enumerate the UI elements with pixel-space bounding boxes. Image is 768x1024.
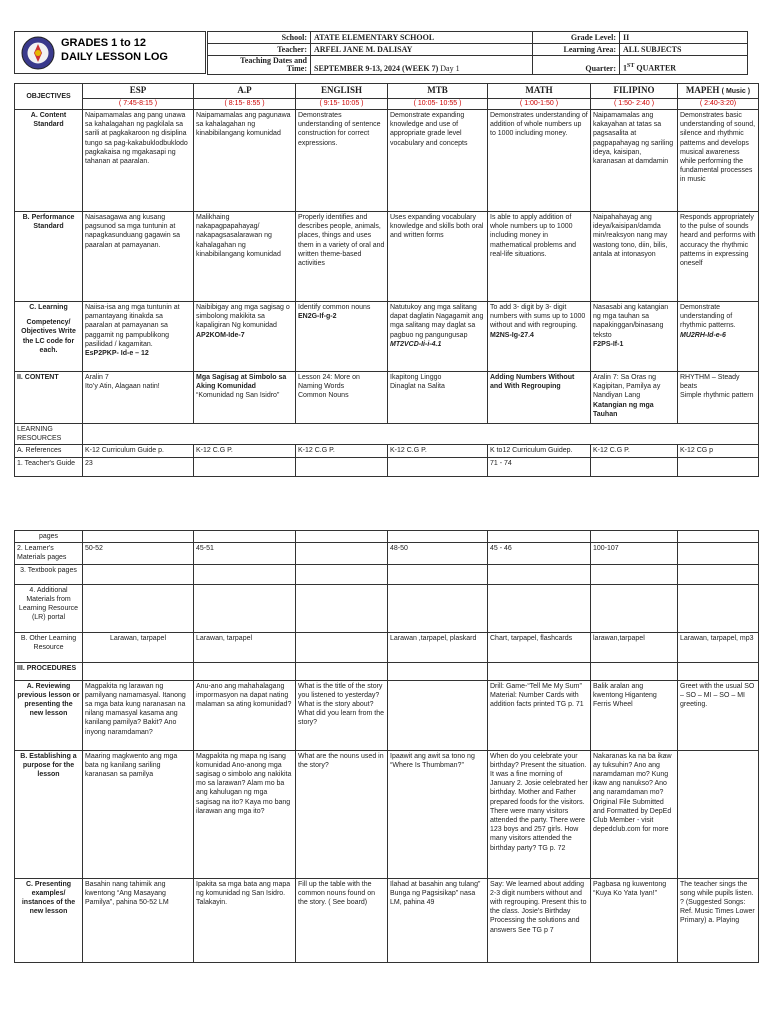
- reviewing-cell: Magpakita ng larawan ng pamilyang namamasyal. Itanong sa mga bata kung naranasan na nilang mamasyal kasama ang kanilang pamilya? Bakit? Ano inyong naramdaman?: [83, 680, 194, 750]
- content-label: II. CONTENT: [15, 372, 83, 424]
- learning-resources-row: [15, 424, 759, 445]
- learning-competency-cell: [591, 302, 678, 372]
- empty-cell: [488, 564, 591, 584]
- presenting-cell: Say: We learned about adding 2-3 digit numbers without and with regrouping. Present this to the class. Josie’s Birthday Processing the solutions and answers See TG p 7: [488, 878, 591, 962]
- subject-esp: ESP: [83, 84, 194, 99]
- reference-cell: K-12 C.G P.: [388, 445, 488, 457]
- other-resources-cell: Chart, tarpapel, flashcards: [488, 632, 591, 662]
- presenting-cell: Basahin nang tahimik ang kwentong “Ang Masayang Pamilya”, pahina 50-52 LM: [83, 878, 194, 962]
- competency-code: F2PS-If-1: [593, 340, 624, 348]
- other-resources-label: B. Other Learning Resource: [15, 632, 83, 662]
- empty-cell: [83, 662, 194, 680]
- content-cell: [388, 372, 488, 424]
- learning-competency-cell: [488, 302, 591, 372]
- content-line-2: Ito’y Atin, Alagaan natin!: [85, 383, 160, 391]
- learners-materials-cell: 100-107: [591, 543, 678, 564]
- textbook-label: 3. Textbook pages: [15, 564, 83, 584]
- content-line-1: Lesson 24: More on Naming Words: [298, 374, 360, 391]
- procedures-label: III. PROCEDURES: [15, 662, 83, 680]
- subject-math: MATH: [488, 84, 591, 99]
- learning-competency-row: [15, 302, 759, 372]
- reviewing-label: A. Reviewing previous lesson or presenting the new lesson: [15, 680, 83, 750]
- content-standard-cell: Naipamamalas ang kakayahan at tatas sa pagsasalita at pagpapahayag ng sariling ideya, kaisipan, karanasan at damdamin: [591, 110, 678, 212]
- teacher-value: ARFEL JANE M. DALISAY: [311, 44, 533, 56]
- dates-text: SEPTEMBER 9-13, 2024 (WEEK 7): [314, 64, 439, 73]
- performance-standard-cell: Properly identifies and describes people, animals, places, things and uses them in a variety of oral and written theme-based activities: [296, 212, 388, 302]
- subject-mapeh-sub: ( Music ): [721, 88, 751, 95]
- establishing-cell: Magpakita ng mapa ng isang komunidad Ano-anong mga sagisag o simbolo ang nakikita mo sa larawan? Alam mo ba ang kahulugan ng mga sagisag na ito? Kaya mo bang ilarawan ang mga ito?: [194, 750, 296, 878]
- time-math: ( 1:00-1:50 ): [488, 99, 591, 110]
- empty-cell: [194, 564, 296, 584]
- performance-standard-row: [15, 212, 759, 302]
- learning-resources-label: LEARNING RESOURCES: [15, 424, 83, 445]
- reference-cell: K-12 C.G P.: [194, 445, 296, 457]
- competency-code: MU2RH-Id-e-6: [680, 331, 726, 339]
- teachers-guide-cell: [194, 457, 296, 476]
- content-cell: [83, 372, 194, 424]
- performance-standard-label: B. Performance Standard: [15, 212, 83, 302]
- time-english: ( 9:15- 10:05 ): [296, 99, 388, 110]
- subject-header-row: [15, 84, 759, 99]
- performance-standard-cell: Naipahahayag ang ideya/kaisipan/damda min/reaksyon nang may wastong tono, diin, bilis, antala at intonasyon: [591, 212, 678, 302]
- dates-label: [208, 56, 311, 75]
- content-standard-cell: Naipamamalas ang pagunawa sa kahalagahan ng kinabibilangang komunidad: [194, 110, 296, 212]
- learning-competency-label: [15, 302, 83, 372]
- content-standard-cell: Naipamamalas ang pang unawa sa kahalagahan ng pagkilala sa sarili at pagkakaroon ng disiplina tungo sa pag-kakabuklodbuklodo pagkakaisa ng mgakasapi ng tahanan at paaralan.: [83, 110, 194, 212]
- subject-mtb: MTB: [388, 84, 488, 99]
- reference-cell: K-12 Curriculum Guide p.: [83, 445, 194, 457]
- content-line-2: “Komunidad ng San Isidro”: [196, 392, 280, 400]
- teachers-guide-cell: 23: [83, 457, 194, 476]
- subject-filipino: FILIPINO: [591, 84, 678, 99]
- other-resources-cell: [296, 632, 388, 662]
- textbook-row: [15, 564, 759, 584]
- teachers-guide-cell: [388, 457, 488, 476]
- quarter-label: Quarter:: [533, 56, 620, 75]
- presenting-label: C. Presenting examples/ instances of the new lesson: [15, 878, 83, 962]
- reviewing-cell: [388, 680, 488, 750]
- learning-competency-cell: [296, 302, 388, 372]
- empty-cell: [591, 531, 678, 543]
- content-row: [15, 372, 759, 424]
- empty-cell: [296, 584, 388, 632]
- additional-materials-row: [15, 584, 759, 632]
- learners-materials-cell: [296, 543, 388, 564]
- empty-cell: [678, 584, 759, 632]
- objectives-header: OBJECTIVES: [15, 84, 83, 110]
- learning-competency-label-1: C. Learning: [29, 304, 68, 311]
- area-label: Learning Area:: [533, 44, 620, 56]
- reviewing-cell: What is the title of the story you listened to yesterday? What is the story about? What did you learn from the story?: [296, 680, 388, 750]
- competency-text: Naibibigay ang mga sagisag o simbolong makikita sa kapaligiran Ng komunidad: [196, 304, 290, 330]
- reviewing-cell: Anu-ano ang mahahalagang impormasyon na dapat nating malaman sa ating komunidad?: [194, 680, 296, 750]
- lesson-table-bottom: [14, 530, 759, 963]
- establishing-cell: Ipaawit ang awit sa tono ng “Where Is Thumbman?”: [388, 750, 488, 878]
- additional-materials-label: 4. Additional Materials from Learning Resource (LR) portal: [15, 584, 83, 632]
- empty-cell: [83, 531, 194, 543]
- empty-cell: [388, 564, 488, 584]
- subject-english: ENGLISH: [296, 84, 388, 99]
- subject-mapeh: [678, 84, 759, 99]
- references-label: A. References: [15, 445, 83, 457]
- competency-text: Nasasabi ang katangian ng mga tauhan sa napakinggan/binasang teksto: [593, 304, 669, 339]
- learners-materials-row: [15, 543, 759, 564]
- empty-cell: [388, 531, 488, 543]
- content-cell: [678, 372, 759, 424]
- establishing-cell: Maaring magkwento ang mga bata ng kanilang sariling karanasan sa pamilya: [83, 750, 194, 878]
- establishing-label: B. Establishing a purpose for the lesson: [15, 750, 83, 878]
- other-resources-cell: Larawan, tarpapel: [83, 632, 194, 662]
- presenting-cell: The teacher sings the song while pupils listen. ? (Suggested Songs: Ref. Music Times Lower Primary) a. Playing: [678, 878, 759, 962]
- quarter-value: [620, 56, 748, 75]
- deped-seal-icon: [21, 36, 55, 70]
- pages-continued-row: [15, 531, 759, 543]
- establishing-cell: [678, 750, 759, 878]
- reference-cell: K to12 Curriculum Guidep.: [488, 445, 591, 457]
- content-line-1: Aralin 7: [85, 374, 109, 381]
- teachers-guide-label: 1. Teacher's Guide: [15, 457, 83, 476]
- school-value: ATATE ELEMENTARY SCHOOL: [311, 32, 533, 44]
- teachers-guide-cell: [591, 457, 678, 476]
- establishing-cell: Nakaranas ka na ba ikaw ay tuksuhin? Ano ang naramdaman mo? Kung ikaw ang nanukso? Ano ang naramdaman mo? Original File Submitted and Formatted by DepEd Club Member - visit depedclub.com for more: [591, 750, 678, 878]
- content-cell: [194, 372, 296, 424]
- content-line-1: RHYTHM – Steady beats: [680, 374, 740, 391]
- content-line-1: Adding Numbers Without and With Regrouping: [490, 374, 575, 391]
- empty-cell: [591, 584, 678, 632]
- empty-cell: [296, 564, 388, 584]
- competency-text: Natutukoy ang mga salitang dapat daglatin Nagagamit ang mga salitang may daglat sa pagbuo ng pangungusap: [390, 304, 484, 339]
- empty-cell: [488, 662, 591, 680]
- presenting-cell: Pagbasa ng kuwentong “Kuya Ko Yata Iyan!”: [591, 878, 678, 962]
- presenting-cell: Fill up the table with the common nouns found on the story. ( See board): [296, 878, 388, 962]
- content-standard-cell: Demonstrates understanding of sentence construction for correct expressions.: [296, 110, 388, 212]
- empty-cell: [488, 531, 591, 543]
- other-resources-row: [15, 632, 759, 662]
- empty-cell: [591, 662, 678, 680]
- establishing-cell: What are the nouns used in the story?: [296, 750, 388, 878]
- empty-cell: [678, 564, 759, 584]
- empty-cell: [296, 531, 388, 543]
- presenting-cell: Ilahad at basahin ang tulang” Bunga ng Pagsisikap” nasa LM, pahina 49: [388, 878, 488, 962]
- competency-text: To add 3- digit by 3- digit numbers with sums up to 1000 without and with regrouping.: [490, 304, 586, 330]
- learners-materials-cell: 50-52: [83, 543, 194, 564]
- quarter-text: QUARTER: [636, 64, 677, 73]
- empty-cell: [678, 531, 759, 543]
- grade-label: Grade Level:: [533, 32, 620, 44]
- competency-code: AP2KOM-Ide-7: [196, 331, 245, 339]
- empty-cell: [388, 662, 488, 680]
- establishing-row: [15, 750, 759, 878]
- grade-value: II: [620, 32, 748, 44]
- subject-ap: A.P: [194, 84, 296, 99]
- reviewing-row: [15, 680, 759, 750]
- subject-mapeh-name: MAPEH: [685, 85, 720, 95]
- header-info-table: [207, 31, 748, 75]
- teacher-label: Teacher:: [208, 44, 311, 56]
- content-line-1: Aralin 7: Sa Oras ng Kagipitan, Pamilya ay Nandiyan Lang: [593, 374, 661, 400]
- content-line-2: Katangian ng mga Tauhan: [593, 401, 654, 418]
- competency-code: M2NS-Ig-27.4: [490, 331, 534, 339]
- content-line-2: Common Nouns: [298, 392, 349, 400]
- title-line-1: GRADES 1 to 12: [61, 37, 146, 49]
- content-cell: [591, 372, 678, 424]
- teachers-guide-cell: 71 - 74: [488, 457, 591, 476]
- learners-materials-cell: [678, 543, 759, 564]
- area-value: ALL SUBJECTS: [620, 44, 748, 56]
- other-resources-cell: Larawan, tarpapel, mp3: [678, 632, 759, 662]
- content-standard-label: A. Content Standard: [15, 110, 83, 212]
- establishing-cell: When do you celebrate your birthday? Present the situation. It was a fine morning of January 2. Josie celebrated her birthday. Mother and Father prepared foods for the visitors. There were many visitors attended the party. There were 123 boys and 257 girls. How many visitors attended the birthday party? TG p. 72: [488, 750, 591, 878]
- performance-standard-cell: Uses expanding vocabulary knowledge and skills both oral and written forms: [388, 212, 488, 302]
- content-standard-cell: Demonstrate expanding knowledge and use of appropriate grade level vocabulary and concepts: [388, 110, 488, 212]
- other-resources-cell: Larawan ,tarpapel, plaskard: [388, 632, 488, 662]
- competency-text: Demonstrate understanding of rhythmic patterns.: [680, 304, 736, 330]
- teachers-guide-cell: [296, 457, 388, 476]
- reference-cell: K-12 C.G P.: [296, 445, 388, 457]
- reviewing-cell: Drill: Game-“Tell Me My Sum” Material: Number Cards with addition facts printed TG p. 71: [488, 680, 591, 750]
- empty-cell: [83, 564, 194, 584]
- learners-materials-label: 2. Learner's Materials pages: [15, 543, 83, 564]
- document-title: [61, 36, 168, 64]
- learners-materials-cell: 48-50: [388, 543, 488, 564]
- competency-code: EsP2PKP- Id-e – 12: [85, 350, 149, 358]
- learning-competency-cell: [678, 302, 759, 372]
- performance-standard-cell: Malikhaing nakapagpapahayag/ nakapagsasalarawan ng kahalagahan ng kinabibilangang komunidad: [194, 212, 296, 302]
- quarter-suffix: ST: [627, 63, 635, 70]
- title-line-2: DAILY LESSON LOG: [61, 51, 168, 63]
- performance-standard-cell: Responds appropriately to the pulse of sounds heard and performs with accuracy the rhythmic patterns in expressing oneself: [678, 212, 759, 302]
- time-filipino: ( 1:50- 2:40 ): [591, 99, 678, 110]
- content-cell: [296, 372, 388, 424]
- empty-cell: [488, 584, 591, 632]
- competency-code: MT2VCD-Ii-i-4.1: [390, 340, 442, 348]
- time-mtb: ( 10:05- 10:55 ): [388, 99, 488, 110]
- content-standard-row: [15, 110, 759, 212]
- dates-label-line-2: Time:: [286, 64, 307, 73]
- school-label: School:: [208, 32, 311, 44]
- empty-cell: [591, 564, 678, 584]
- learning-competency-cell: [194, 302, 296, 372]
- content-standard-cell: Demonstrates understanding of addition of whole numbers up to 1000 including money.: [488, 110, 591, 212]
- learners-materials-cell: 45 - 46: [488, 543, 591, 564]
- other-resources-cell: larawan,tarpapel: [591, 632, 678, 662]
- learning-resources-span: [83, 424, 759, 445]
- pages-label: pages: [15, 531, 83, 543]
- learners-materials-cell: 45-51: [194, 543, 296, 564]
- learning-competency-cell: [83, 302, 194, 372]
- competency-text: Identify common nouns: [298, 304, 371, 311]
- reference-cell: K-12 C.G P.: [591, 445, 678, 457]
- empty-cell: [194, 662, 296, 680]
- teachers-guide-cell: [678, 457, 759, 476]
- reviewing-cell: Balik aralan ang kwentong Higanteng Ferris Wheel: [591, 680, 678, 750]
- teachers-guide-row: [15, 457, 759, 476]
- time-ap: ( 8:15- 8:55 ): [194, 99, 296, 110]
- presenting-row: [15, 878, 759, 962]
- empty-cell: [194, 531, 296, 543]
- empty-cell: [678, 662, 759, 680]
- references-row: [15, 445, 759, 457]
- content-line-2: Simple rhythmic pattern: [680, 392, 754, 400]
- time-row: [15, 99, 759, 110]
- time-esp: ( 7:45-8:15 ): [83, 99, 194, 110]
- competency-text: Naiisa-isa ang mga tuntunin at pamantayang itinakda sa paaralan at pamayanan sa paggamit ng pampublikong pasilidad / kagamitan.: [85, 304, 180, 348]
- content-cell: [488, 372, 591, 424]
- learning-competency-label-2: Competency/ Objectives Write the LC code for each.: [21, 319, 76, 354]
- other-resources-cell: Larawan, tarpapel: [194, 632, 296, 662]
- content-line-1: Mga Sagisag at Simbolo sa Aking Komunidad: [196, 374, 287, 391]
- dates-label-line-1: Teaching Dates and: [240, 56, 307, 65]
- reviewing-cell: Greet with the usual SO – SO – MI – SO – MI greeting.: [678, 680, 759, 750]
- reference-cell: K-12 CG p: [678, 445, 759, 457]
- dates-value: [311, 56, 533, 75]
- time-mapeh: ( 2:40-3:20): [678, 99, 759, 110]
- competency-code: EN2G-If-g-2: [298, 313, 337, 321]
- empty-cell: [83, 584, 194, 632]
- empty-cell: [388, 584, 488, 632]
- quarter-number: 1: [623, 64, 627, 73]
- presenting-cell: Ipakita sa mga bata ang mapa ng komunidad ng San Isidro. Talakayin.: [194, 878, 296, 962]
- content-line-2: Dinaglat na Salita: [390, 383, 445, 391]
- performance-standard-cell: Naisasagawa ang kusang pagsunod sa mga tuntunin at napagkasunduang gagawin sa paaralan at pamayanan.: [83, 212, 194, 302]
- content-line-1: Ikapitong Linggo: [390, 374, 442, 381]
- learning-competency-cell: [388, 302, 488, 372]
- day-text: Day 1: [440, 64, 460, 73]
- procedures-row: [15, 662, 759, 680]
- header-logo-box: [14, 31, 206, 74]
- content-standard-cell: Demonstrates basic understanding of sound, silence and rhythmic patterns and develops musical awareness while performing the fundamental processes in music: [678, 110, 759, 212]
- performance-standard-cell: Is able to apply addition of whole numbers up to 1000 including money in mathematical problems and real-life situations.: [488, 212, 591, 302]
- lesson-table-top: [14, 83, 759, 477]
- empty-cell: [194, 584, 296, 632]
- empty-cell: [296, 662, 388, 680]
